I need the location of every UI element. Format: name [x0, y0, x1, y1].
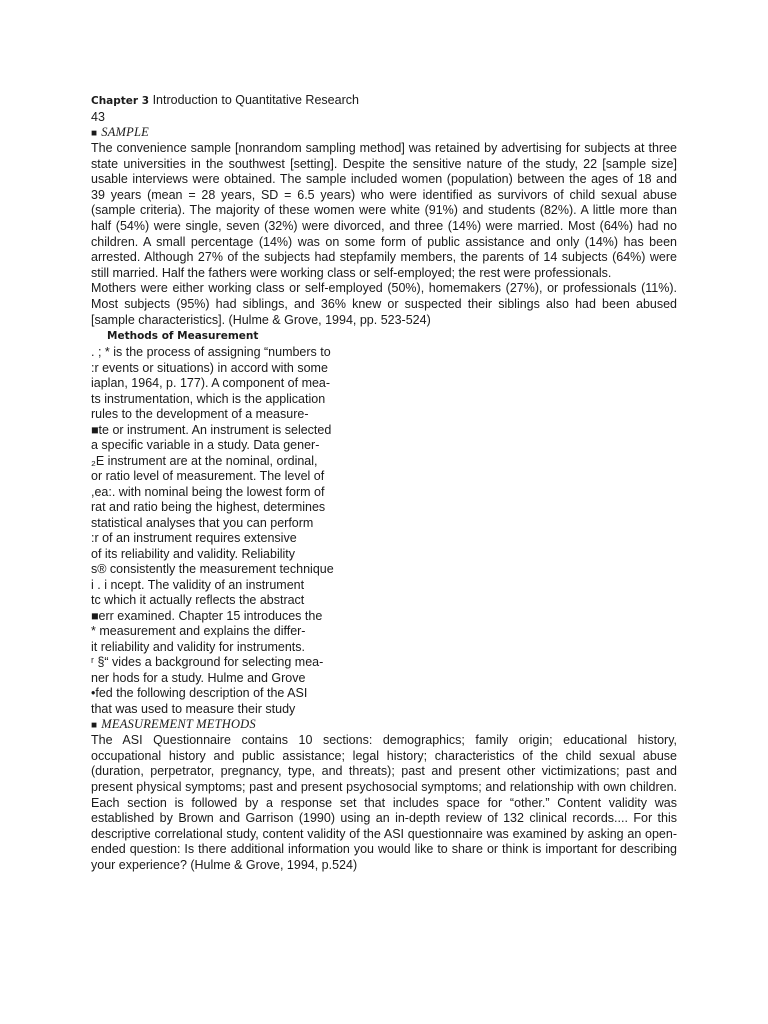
sample-heading [91, 125, 677, 141]
page-number: 43 [91, 110, 105, 124]
chapter-header [91, 92, 677, 109]
column-line: ,ea:. with nominal being the lowest form of [91, 484, 325, 499]
column-line: ts instrumentation, which is the application [91, 391, 326, 406]
column-line: ner hods for a study. Hulme and Grove [91, 670, 306, 685]
sample-paragraph: The convenience sample [nonrandom sampling method] was retained by advertising for subjects at three state universities in the southwest [setting]. Despite the sensitive nature of the study, 22 [sample size] usable interviews were obtained. The sample included women (population) between the ages of 18 and 39 years (mean = 28 years, SD = 6.5 years) who were identified as survivors of child sexual abuse (sample criteria). The majority of these women were white (91%) and students (82%). A little more than half (54%) were single, seven (32%) were divorced, and three (14%) were married. Most (64%) had no children. A small percentage (14%) was on some form of public assistance and only (14%) has been arrested. Although 27% of the subjects had stepfamily members, the parents of 14 subjects (64%) were still married. Half the fathers were working class or self-employed; the rest were professionals. [91, 141, 677, 280]
column-line: rat and ratio being the highest, determines [91, 500, 326, 515]
column-line: tc which it actually reflects the abstract [91, 593, 305, 608]
column-line: or ratio level of measurement. The level of [91, 469, 325, 484]
chapter-title: Introduction to Quantitative Research [152, 93, 359, 107]
column-line: a specific variable in a study. Data gener- [91, 438, 320, 453]
measurement-methods-paragraph: The ASI Questionnaire contains 10 sections: demographics; family origin; educational history, occupational history and public assistance; legal history; characteristics of the child sexual abuse (duration, perpetrator, pregnancy, type, and threats); past and present other victimizations; past and present physical symptoms; past and present psychosocial symptoms; and relationship with own children. Each section is followed by a response set that includes space for “other.” Content validity was established by Brown and Garrison (1990) using an in-depth review of 132 clinical records.... For this descriptive correlational study, content validity of the ASI questionnaire was examined by asking an open-ended question: Is there additional information you would like to share or think is important for describing your experience? (Hulme & Grove, 1994, p.524) [91, 733, 677, 872]
sample-characteristics-paragraph: Mothers were either working class or self-employed (50%), homemakers (27%), or professionals (11%). Most subjects (95%) had siblings, and 36% knew or suspected their siblings also had been abused [sample characteristics]. (Hulme & Grove, 1994, pp. 523-524) [91, 281, 677, 327]
column-line: that was used to measure their study [91, 701, 296, 716]
column-line: •fed the following description of the ASI [91, 686, 308, 701]
square-bullet-icon: ■ [91, 720, 98, 732]
methods-column [91, 345, 341, 717]
column-line: ■te or instrument. An instrument is selected [91, 422, 332, 437]
measurement-methods-heading-text: MEASUREMENT METHODS [101, 717, 256, 732]
column-line: iaplan, 1964, p. 177). A component of mea- [91, 376, 331, 391]
column-line: it reliability and validity for instruments. [91, 639, 305, 654]
column-line: rules to the development of a measure- [91, 407, 309, 422]
sample-heading-text: SAMPLE [101, 125, 149, 139]
column-line: . ; * is the process of assigning “numbers to [91, 345, 331, 360]
methods-subheading: Methods of Measurement [107, 330, 259, 343]
column-line: ₂E instrument are at the nominal, ordinal, [91, 453, 318, 468]
column-line: s® consistently the measurement technique [91, 562, 334, 577]
column-line: :r of an instrument requires extensive [91, 531, 297, 546]
column-line: ■err examined. Chapter 15 introduces the [91, 608, 323, 623]
measurement-methods-heading [91, 717, 677, 733]
square-bullet-icon: ■ [91, 128, 98, 139]
document-page [91, 92, 677, 873]
column-line: * measurement and explains the differ- [91, 624, 306, 639]
column-line: :r events or situations) in accord with some [91, 360, 328, 375]
column-line: of its reliability and validity. Reliability [91, 546, 296, 561]
column-line: ʳ §“ vides a background for selecting mea- [91, 655, 324, 670]
column-line: i . i ncept. The validity of an instrument [91, 577, 305, 592]
column-line: statistical analyses that you can perform [91, 515, 314, 530]
chapter-label: Chapter 3 [91, 95, 150, 107]
